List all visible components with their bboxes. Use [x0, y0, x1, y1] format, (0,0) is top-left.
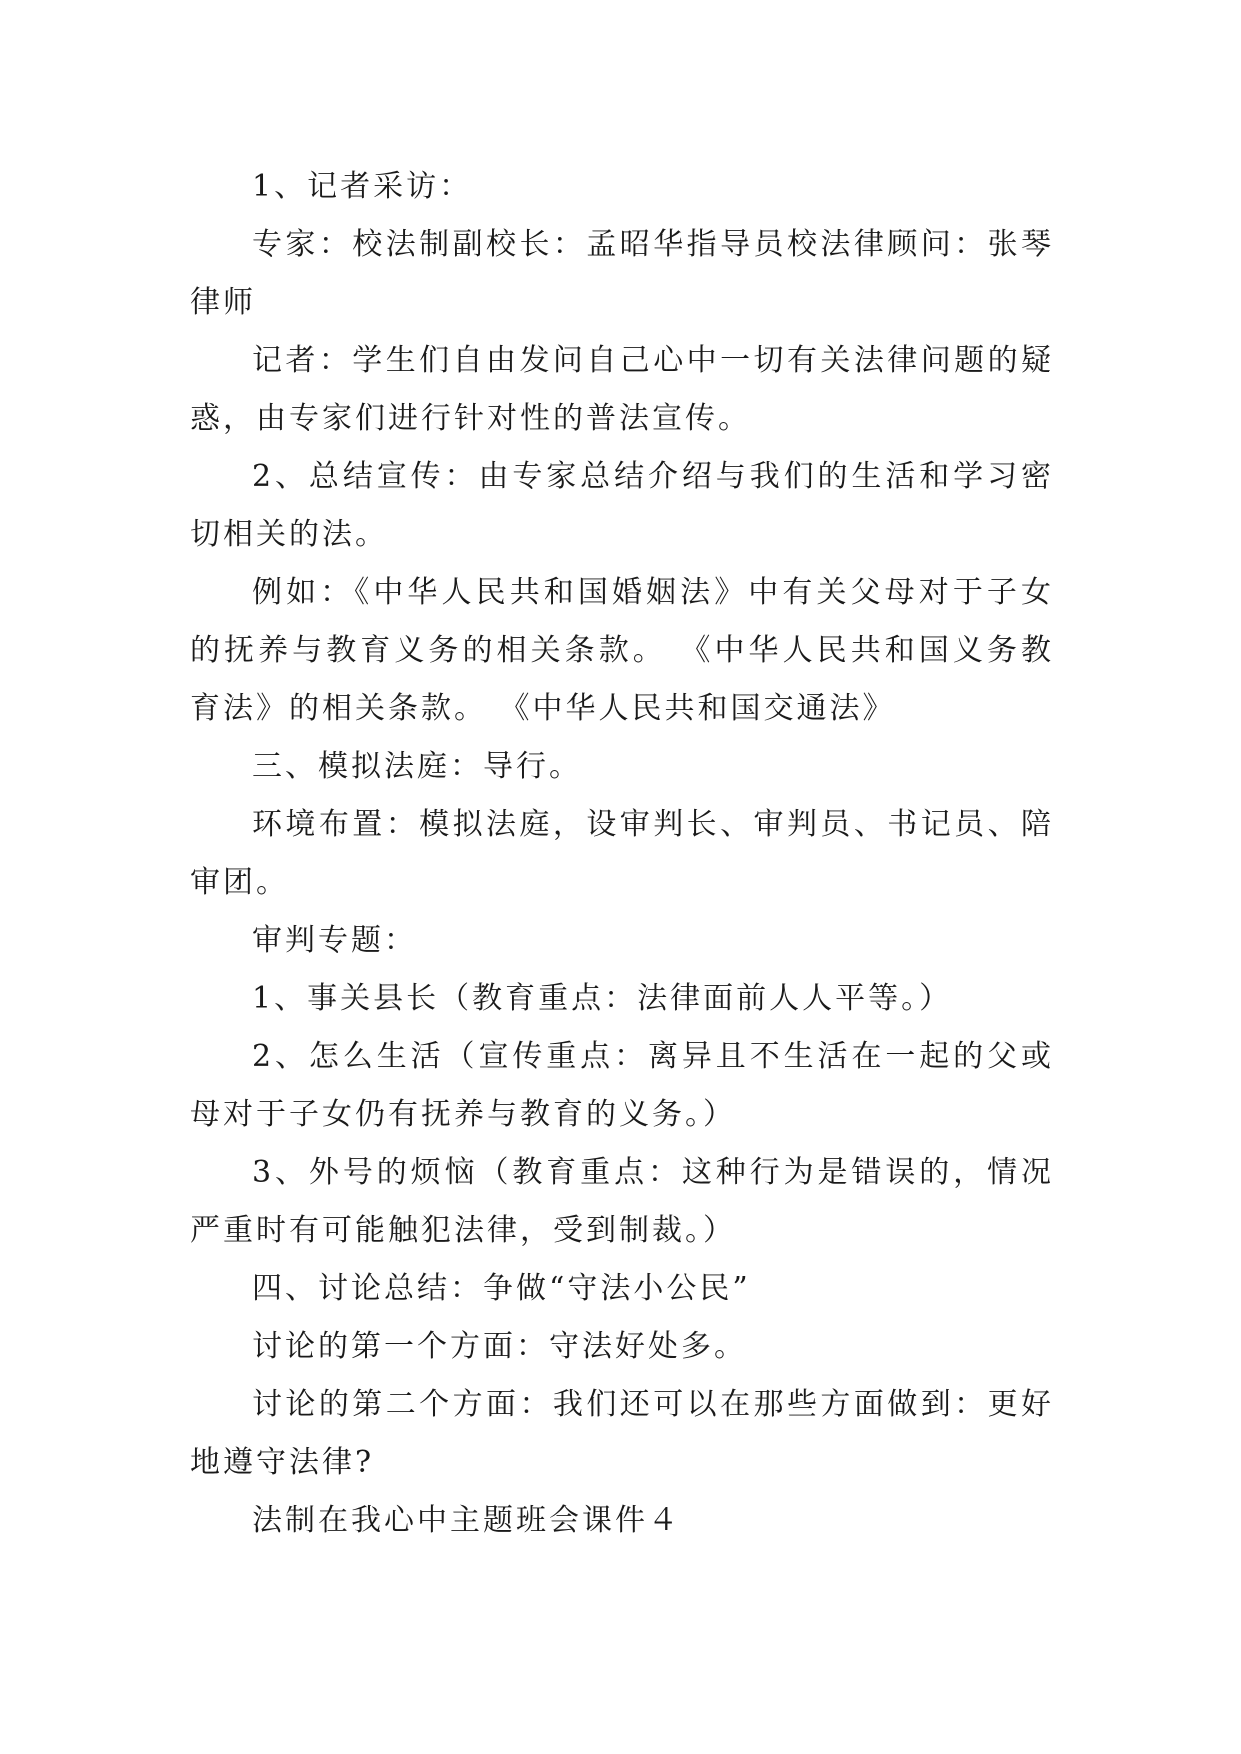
paragraph-discussion-heading: 四、讨论总结：争做“守法小公民”	[252, 1271, 751, 1306]
document-body	[190, 158, 1054, 1550]
paragraph-discussion-1: 讨论的第一个方面：守法好处多。	[252, 1329, 747, 1364]
paragraph-law-examples: 例如：《中华人民共和国婚姻法》中有关父母对于子女的抚养与教育义务的相关条款。 《中华人民共和国义务教育法》的相关条款。 《中华人民共和国交通法》	[190, 575, 1054, 726]
paragraph-courseware-title: 法制在我心中主题班会课件４	[252, 1503, 681, 1538]
paragraph-mock-court-heading: 三、模拟法庭：导行。	[252, 749, 582, 784]
paragraph-interview-heading: 1、记者采访：	[252, 169, 473, 204]
paragraph-environment-setup: 环境布置：模拟法庭，设审判长、审判员、书记员、陪审团。	[190, 807, 1054, 900]
paragraph-topic-2: 2、怎么生活（宣传重点：离异且不生活在一起的父或母对于子女仍有抚养与教育的义务。）	[190, 1039, 1054, 1132]
paragraph-reporter: 记者：学生们自由发问自己心中一切有关法律问题的疑惑，由专家们进行针对性的普法宣传。	[190, 343, 1054, 436]
paragraph-topic-3: 3、外号的烦恼（教育重点：这种行为是错误的，情况严重时有可能触犯法律，受到制裁。）	[190, 1155, 1054, 1248]
paragraph-trial-topics-heading: 审判专题：	[252, 923, 417, 958]
paragraph-discussion-2: 讨论的第二个方面：我们还可以在那些方面做到：更好地遵守法律?	[190, 1387, 1054, 1480]
paragraph-experts: 专家：校法制副校长：孟昭华指导员校法律顾问：张琴律师	[190, 227, 1054, 320]
paragraph-summary-publicity: 2、总结宣传：由专家总结介绍与我们的生活和学习密切相关的法。	[190, 459, 1054, 552]
paragraph-topic-1: 1、事关县长（教育重点：法律面前人人平等。）	[252, 981, 953, 1016]
